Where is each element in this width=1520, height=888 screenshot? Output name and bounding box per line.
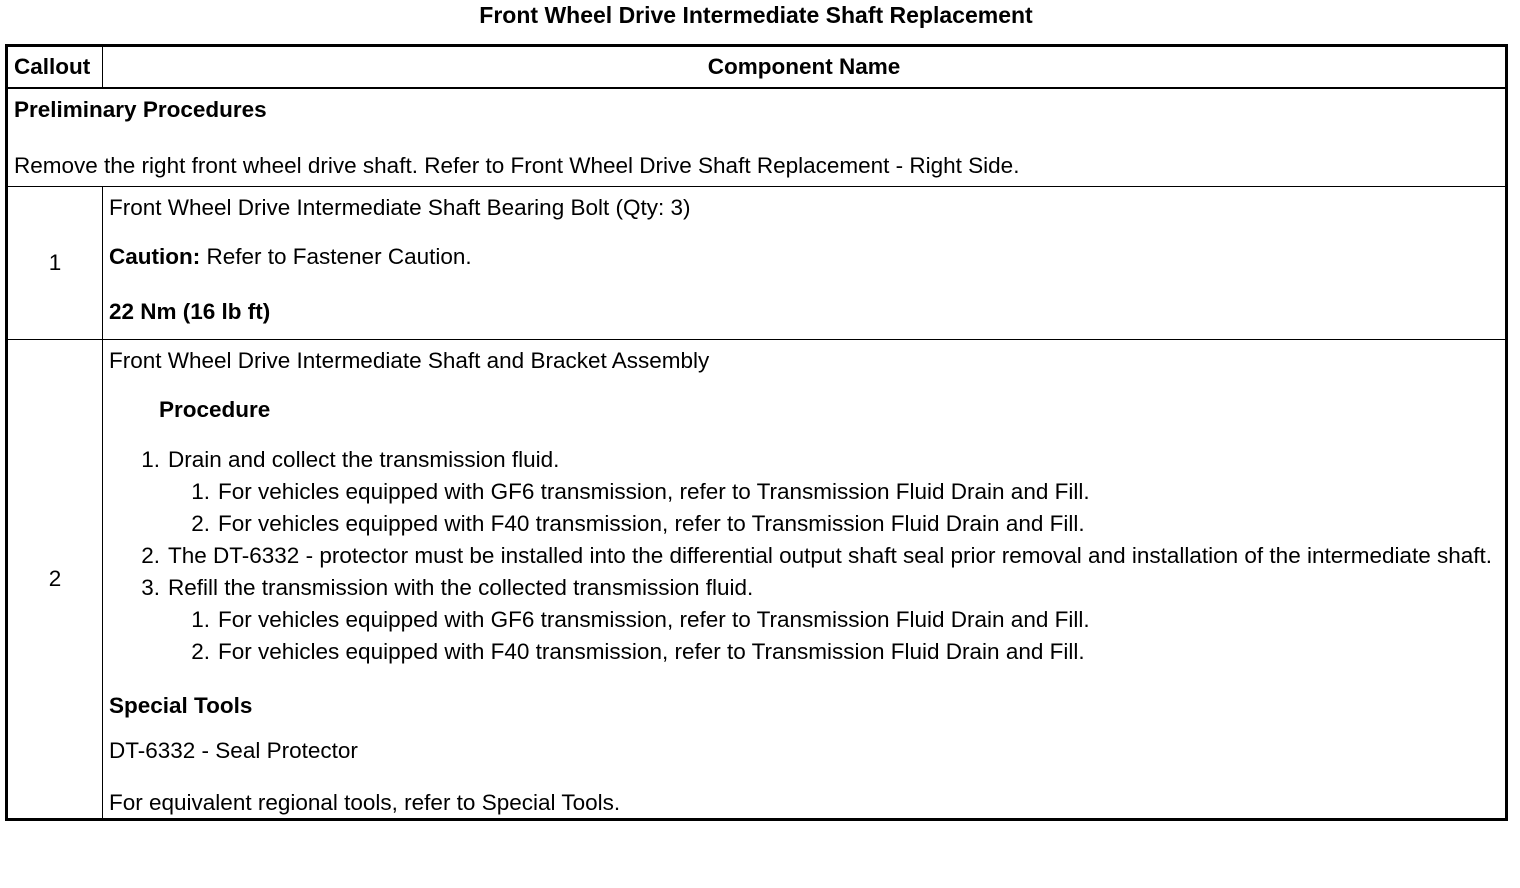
step: 2. The DT-6332 - protector must be installed into the differential output shaft seal prior removal and installation of the intermediate shaft. bbox=[141, 543, 1493, 568]
caution-text: Refer to Fastener Caution. bbox=[200, 244, 472, 269]
preliminary-heading: Preliminary Procedures bbox=[14, 97, 267, 122]
callout-header: Callout bbox=[7, 46, 103, 89]
special-tools-heading: Special Tools bbox=[109, 693, 253, 718]
component-name: Front Wheel Drive Intermediate Shaft Bearing Bolt (Qty: 3) bbox=[109, 195, 691, 220]
procedure-steps bbox=[109, 437, 1499, 668]
preliminary-row bbox=[7, 88, 1507, 187]
page-title: Front Wheel Drive Intermediate Shaft Replacement bbox=[479, 2, 1033, 28]
table-row bbox=[7, 340, 1507, 820]
callout-number: 1 bbox=[7, 187, 103, 340]
substep: 2. For vehicles equipped with F40 transmission, refer to Transmission Fluid Drain and Fill. bbox=[191, 639, 1085, 664]
callout-number: 2 bbox=[7, 340, 103, 820]
equivalent-tools-note: For equivalent regional tools, refer to Special Tools. bbox=[109, 790, 621, 815]
step: 3. Refill the transmission with the collected transmission fluid. bbox=[141, 575, 754, 600]
substep: 1. For vehicles equipped with GF6 transmission, refer to Transmission Fluid Drain and Fill. bbox=[191, 607, 1090, 632]
substep: 1. For vehicles equipped with GF6 transmission, refer to Transmission Fluid Drain and Fill. bbox=[191, 479, 1090, 504]
table-row bbox=[7, 187, 1507, 340]
caution-line bbox=[109, 229, 1499, 284]
component-name: Front Wheel Drive Intermediate Shaft and Bracket Assembly bbox=[109, 348, 710, 373]
table-header-row bbox=[7, 46, 1507, 89]
step: 1. Drain and collect the transmission fluid. bbox=[141, 447, 560, 472]
procedure-heading: Procedure bbox=[159, 397, 271, 422]
preliminary-text: Remove the right front wheel drive shaft. Refer to Front Wheel Drive Shaft Replacement - Right Side. bbox=[14, 153, 1020, 178]
substep: 2. For vehicles equipped with F40 transmission, refer to Transmission Fluid Drain and Fill. bbox=[191, 511, 1085, 536]
torque-spec: 22 Nm (16 lb ft) bbox=[109, 299, 271, 324]
component-name-header: Component Name bbox=[103, 46, 1507, 89]
special-tool-item: DT-6332 - Seal Protector bbox=[109, 738, 358, 763]
caution-label: Caution: bbox=[109, 244, 201, 269]
procedure-table bbox=[5, 44, 1508, 821]
